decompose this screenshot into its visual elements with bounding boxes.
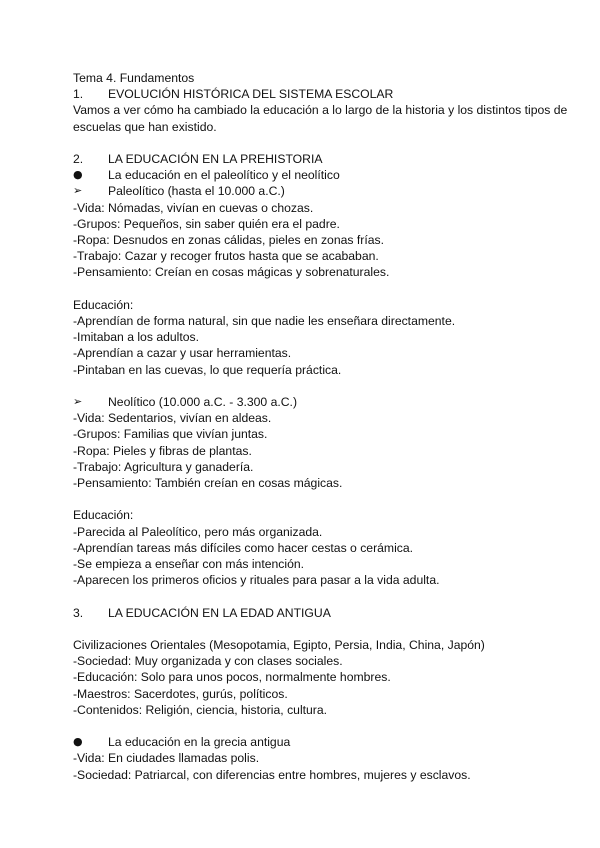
spacer (73, 135, 583, 151)
list-item: -Vida: Nómadas, vivían en cuevas o chozas. (73, 200, 314, 215)
list-item: -Trabajo: Agricultura y ganadería. (73, 459, 254, 474)
oriental-civilizations-heading: Civilizaciones Orientales (Mesopotamia, Egipto, Persia, India, China, Japón) (73, 638, 485, 653)
list-item: -Pintaban en las cuevas, lo que requería práctica. (73, 362, 342, 377)
section-number: 2. (73, 152, 84, 166)
section-number: 1. (73, 87, 84, 102)
spacer (73, 378, 583, 394)
bullet-item (73, 734, 583, 750)
subheading-text: Neolítico (10.000 a.C. - 3.300 a.C.) (108, 395, 298, 410)
list-item: -Ropa: Desnudos en zonas cálidas, pieles en zonas frías. (73, 233, 384, 248)
section-1-heading (73, 86, 583, 102)
list-item: -Aparecen los primeros oficios y rituales para pasar a la vida adulta. (73, 573, 440, 588)
list-item: -Grupos: Pequeños, sin saber quién era el padre. (73, 216, 340, 231)
neolithic-heading (73, 394, 583, 410)
spacer (73, 588, 583, 604)
bullet-text: La educación en la grecia antigua (108, 735, 291, 750)
list-item: -Imitaban a los adultos. (73, 330, 200, 345)
section-heading-text: LA EDUCACIÓN EN LA PREHISTORIA (108, 152, 323, 166)
list-item: -Grupos: Familias que vivían juntas. (73, 427, 268, 442)
spacer (73, 491, 583, 507)
spacer (73, 718, 583, 734)
bullet-icon: ● (73, 168, 83, 182)
section-number: 3. (73, 605, 84, 620)
arrow-icon: ➢ (73, 184, 83, 198)
section-2-heading (73, 151, 583, 167)
section-1-intro: Vamos a ver cómo ha cambiado la educación a lo largo de la historia y los distintos tipos de escuelas que han existido. (73, 103, 568, 134)
list-item: -Pensamiento: Creían en cosas mágicas y sobrenaturales. (73, 265, 390, 280)
section-3-heading (73, 605, 583, 621)
list-item: -Parecida al Paleolítico, pero más organizada. (73, 524, 323, 539)
list-item: -Maestros: Sacerdotes, gurús, políticos. (73, 686, 288, 701)
arrow-icon: ➢ (73, 395, 83, 409)
education-heading: Educación: (73, 297, 134, 312)
list-item: -Trabajo: Cazar y recoger frutos hasta que se acababan. (73, 249, 379, 264)
list-item: -Sociedad: Muy organizada y con clases sociales. (73, 654, 343, 669)
section-heading-text: LA EDUCACIÓN EN LA EDAD ANTIGUA (108, 605, 331, 620)
bullet-item (73, 167, 583, 183)
section-heading-text: EVOLUCIÓN HISTÓRICA DEL SISTEMA ESCOLAR (108, 87, 394, 102)
document-title: Tema 4. Fundamentos (73, 71, 195, 85)
spacer (73, 621, 583, 637)
subheading-text: Paleolítico (hasta el 10.000 a.C.) (108, 184, 285, 199)
list-item: -Aprendían a cazar y usar herramientas. (73, 346, 292, 361)
list-item: -Aprendían de forma natural, sin que nadie les enseñara directamente. (73, 314, 456, 329)
list-item: -Ropa: Pieles y fibras de plantas. (73, 443, 252, 458)
education-heading: Educación: (73, 508, 134, 523)
paleolithic-heading (73, 183, 583, 199)
list-item: -Vida: En ciudades llamadas polis. (73, 751, 260, 766)
list-item: -Vida: Sedentarios, vivían en aldeas. (73, 411, 272, 426)
list-item: -Se empieza a enseñar con más intención. (73, 557, 305, 572)
bullet-icon: ● (73, 735, 83, 749)
list-item: -Pensamiento: También creían en cosas mágicas. (73, 476, 343, 491)
list-item: -Sociedad: Patriarcal, con diferencias entre hombres, mujeres y esclavos. (73, 767, 471, 782)
spacer (73, 281, 583, 297)
list-item: -Aprendían tareas más difíciles como hacer cestas o cerámica. (73, 540, 414, 555)
list-item: -Educación: Solo para unos pocos, normalmente hombres. (73, 670, 391, 685)
list-item: -Contenidos: Religión, ciencia, historia, cultura. (73, 702, 328, 717)
bullet-text: La educación en el paleolítico y el neolítico (108, 168, 340, 183)
document-page (73, 70, 583, 783)
